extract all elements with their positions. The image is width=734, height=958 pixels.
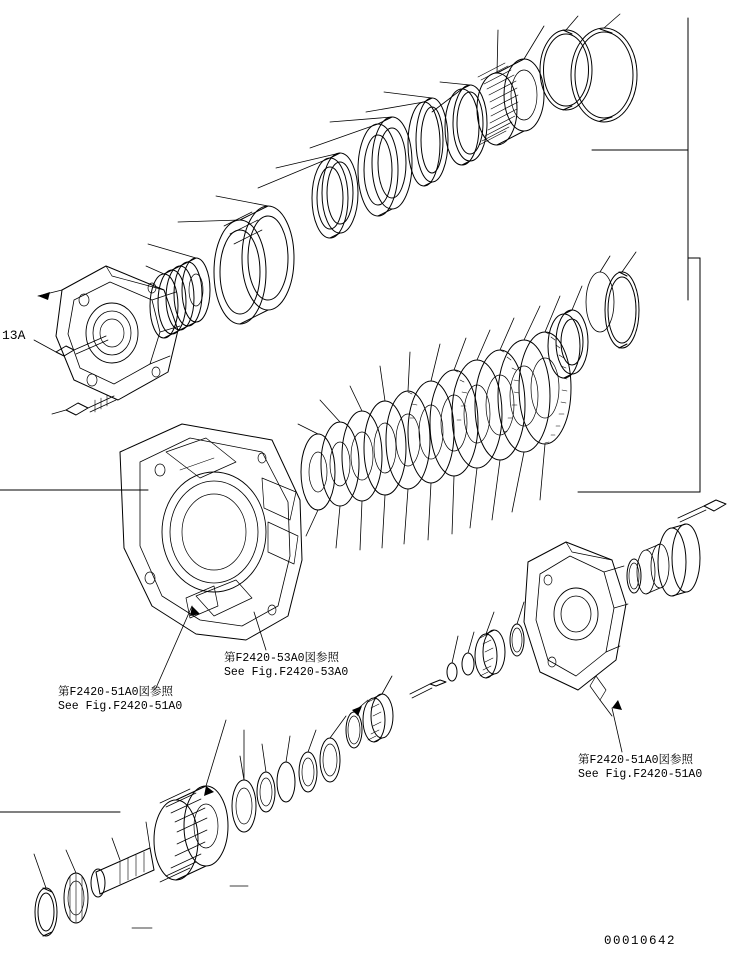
reference-51a0-right-jp: 第F2420-51A0図参照 (578, 754, 694, 767)
reference-53a0-en: See Fig.F2420-53A0 (224, 666, 349, 679)
document-number: 00010642 (604, 934, 677, 948)
reference-f2420-51a0-left (58, 686, 182, 714)
reference-f2420-53a0 (224, 652, 348, 680)
reference-53a0-jp: 第F2420-53A0図参照 (224, 652, 340, 665)
reference-51a0-left-jp: 第F2420-51A0図参照 (58, 686, 174, 699)
reference-f2420-51a0-right (578, 754, 702, 782)
reference-51a0-right-en: See Fig.F2420-51A0 (578, 768, 703, 781)
reference-51a0-left-en: See Fig.F2420-51A0 (58, 700, 183, 713)
callout-13a: 13A (2, 328, 26, 343)
